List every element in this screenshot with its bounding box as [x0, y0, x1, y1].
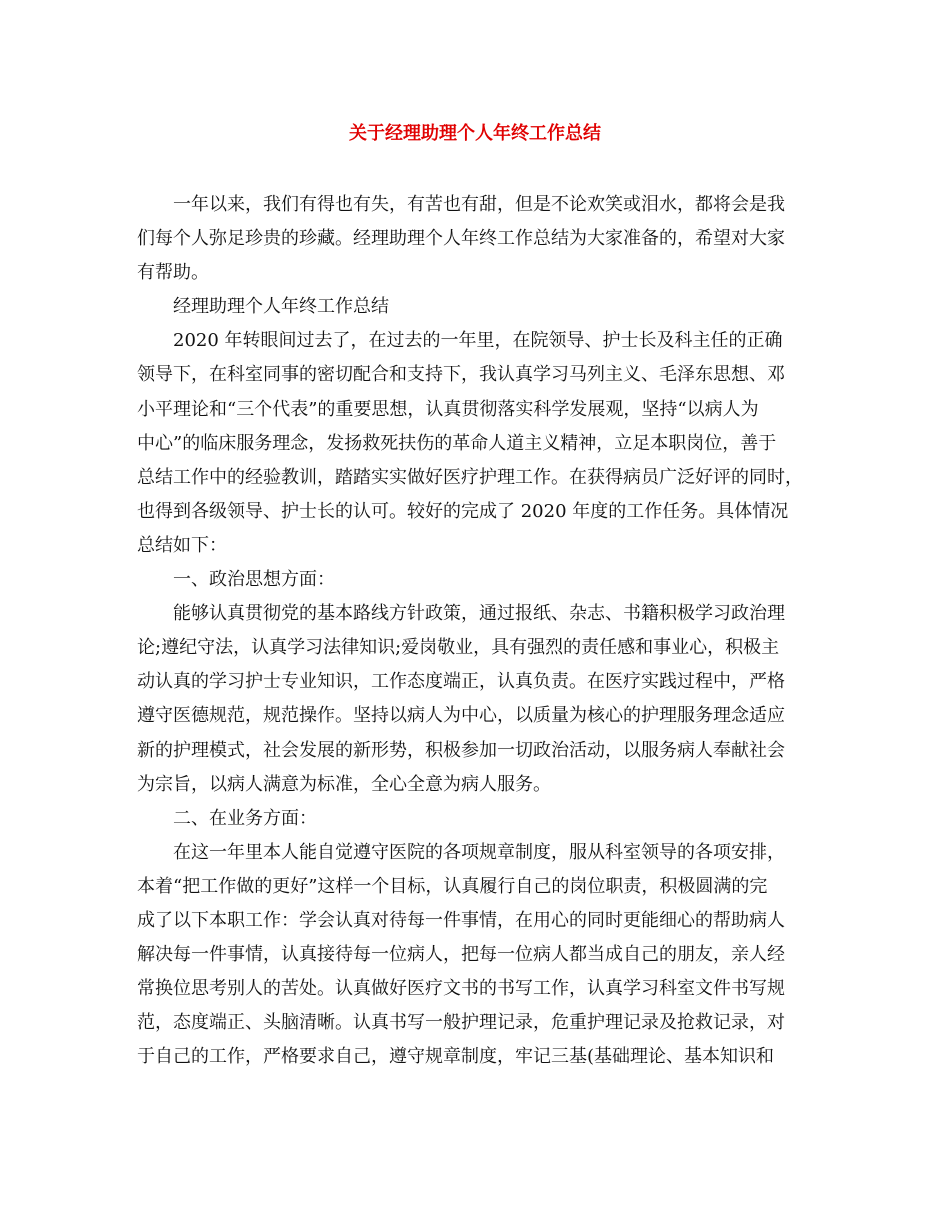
- paragraph-line: 在这一年里本人能自觉遵守医院的各项规章制度，服从科室领导的各项安排，: [173, 841, 785, 863]
- paragraph-line: 一年以来，我们有得也有失，有苦也有甜，但是不论欢笑或泪水，都将会是我: [173, 194, 785, 215]
- paragraph-line: 成了以下本职工作：学会认真对待每一件事情，在用心的同时更能细心的帮助病人: [137, 909, 785, 931]
- paragraph-line: 2020 年转眼间过去了，在过去的一年里，在院领导、护士长及科主任的正确: [173, 330, 783, 352]
- paragraph-line: 小平理论和“三个代表”的重要思想，认真贯彻落实科学发展观，坚持“以病人为: [137, 398, 759, 420]
- paragraph-line: 于自己的工作，严格要求自己，遵守规章制度，牢记三基(基础理论、基本知识和: [137, 1046, 775, 1068]
- paragraph-line: 遵守医德规范，规范操作。坚持以病人为中心，以质量为核心的护理服务理念适应: [137, 705, 785, 727]
- section-heading: 一、政治思想方面：: [173, 569, 335, 591]
- paragraph-line: 范，态度端正、头脑清晰。认真书写一般护理记录，危重护理记录及抢救记录，对: [137, 1012, 785, 1034]
- paragraph-line: 动认真的学习护士专业知识，工作态度端正，认真负责。在医疗实践过程中，严格: [137, 671, 785, 693]
- paragraph-line: 总结工作中的经验教训，踏踏实实做好医疗护理工作。在获得病员广泛好评的同时，: [137, 466, 803, 488]
- paragraph-line: 本着“把工作做的更好”这样一个目标，认真履行自己的岗位职责，积极圆满的完: [137, 875, 768, 897]
- paragraph-line: 总结如下：: [137, 534, 227, 556]
- paragraph-line: 也得到各级领导、护士长的认可。较好的完成了 2020 年度的工作任务。具体情况: [137, 500, 789, 522]
- paragraph-line: 解决每一件事情，认真接待每一位病人，把每一位病人都当成自己的朋友，亲人经: [137, 944, 785, 966]
- paragraph-line: 论;遵纪守法，认真学习法律知识;爱岗敬业，具有强烈的责任感和事业心，积极主: [137, 637, 780, 659]
- paragraph-line: 领导下，在科室同事的密切配合和支持下，我认真学习马列主义、毛泽东思想、邓: [137, 364, 785, 386]
- section-heading: 二、在业务方面：: [173, 807, 317, 829]
- document-title: 关于经理助理个人年终工作总结: [349, 123, 601, 144]
- paragraph-line: 们每个人弥足珍贵的珍藏。经理助理个人年终工作总结为大家准备的，希望对大家: [137, 228, 785, 250]
- section-heading: 经理助理个人年终工作总结: [173, 296, 389, 318]
- document-body: [137, 188, 822, 1074]
- paragraph-line: 中心”的临床服务理念，发扬救死扶伤的革命人道主义精神，立足本职岗位，善于: [137, 432, 777, 454]
- paragraph-line: 能够认真贯彻党的基本路线方针政策，通过报纸、杂志、书籍积极学习政治理: [173, 603, 785, 625]
- paragraph-line: 新的护理模式，社会发展的新形势，积极参加一切政治活动，以服务病人奉献社会: [137, 739, 785, 761]
- paragraph-line: 有帮助。: [137, 262, 209, 284]
- paragraph-line: 常换位思考别人的苦处。认真做好医疗文书的书写工作，认真学习科室文件书写规: [137, 978, 785, 1000]
- paragraph-line: 为宗旨，以病人满意为标准，全心全意为病人服务。: [137, 773, 551, 795]
